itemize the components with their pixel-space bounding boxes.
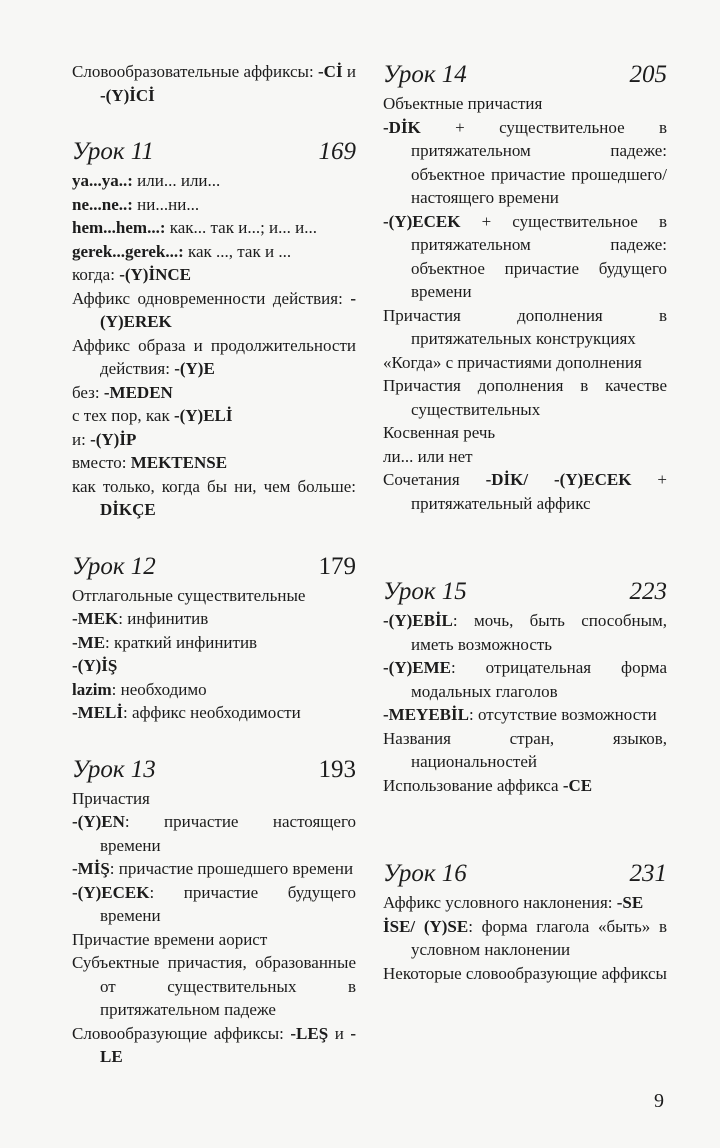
entry-text: Причастие времени аорист <box>72 929 268 949</box>
lesson-11 <box>72 137 356 522</box>
entry-text: Использование аффикса <box>383 775 563 795</box>
lesson-14 <box>383 60 667 515</box>
toc-entry <box>72 193 356 217</box>
toc-entry <box>383 92 667 116</box>
affix-term: -MELİ <box>72 703 123 722</box>
toc-entry <box>72 169 356 193</box>
toc-entry <box>72 240 356 264</box>
right-column <box>383 60 667 1001</box>
entry-text: и <box>328 1023 351 1043</box>
affix-term: İSE/ (Y)SE <box>383 916 469 936</box>
entry-text: + существительное в притяжательном падеже: объектное причастие будущего времени <box>411 211 667 301</box>
lesson-15 <box>383 577 667 797</box>
entry-text: без: <box>72 382 104 402</box>
entry-text: : причастие будущего времени <box>100 882 356 925</box>
affix-term: DİKÇE <box>100 500 156 519</box>
affix-term: -MEYEBİL <box>383 705 469 724</box>
affix-term: -(Y)EN <box>72 812 125 831</box>
entry-text: : краткий инфинитив <box>105 632 258 652</box>
entry-text: как... так и...; и... и... <box>165 218 317 237</box>
entry-text: + притяжательный аффикс <box>411 470 667 513</box>
entry-text: : мочь, быть способным, иметь возможность <box>411 611 667 654</box>
toc-entry <box>72 216 356 240</box>
affix-term: -(Y)EBİL <box>383 611 453 630</box>
lesson-title: Урок 11 <box>72 138 154 165</box>
toc-entry <box>72 631 356 655</box>
entry-text: Словообразующие аффиксы: <box>72 1023 291 1043</box>
toc-entry <box>72 928 356 952</box>
lesson-title: Урок 12 <box>72 552 156 580</box>
lesson-page-number: 205 <box>629 61 667 88</box>
lesson-title: Урок 15 <box>383 578 467 605</box>
lesson-16 <box>383 859 667 985</box>
entry-text: Объектные причастия <box>383 94 543 113</box>
toc-entry <box>383 727 667 774</box>
affix-term: ne...ne..: <box>72 194 133 214</box>
affix-term: hem...hem...: <box>72 218 166 237</box>
affix-term: -(Y)EME <box>383 658 451 677</box>
toc-entry <box>72 951 356 1022</box>
toc-entry <box>383 891 667 915</box>
affix-term: -(Y)İŞ <box>72 656 118 675</box>
entry-text: и: <box>72 429 91 449</box>
lesson-heading <box>72 552 356 582</box>
affix-term: -(Y)EREK <box>100 288 356 331</box>
lesson-heading <box>383 60 667 90</box>
affix-term: lazim <box>72 679 112 699</box>
lesson-13 <box>72 755 356 1069</box>
entry-text: Словообразовательные аффиксы: <box>72 62 318 81</box>
toc-entry <box>383 445 667 469</box>
entry-text: : необходимо <box>111 679 207 699</box>
entry-text: Некоторые словообразующие аффиксы <box>383 963 667 983</box>
toc-entry <box>383 351 667 375</box>
entry-text: ни...ни... <box>132 194 200 214</box>
page-number: 9 <box>654 1090 664 1112</box>
entry-text: Названия стран, языков, национальностей <box>383 728 667 771</box>
entry-text: : причастие настоящего времени <box>100 812 356 855</box>
toc-entry <box>383 962 667 986</box>
toc-entry <box>383 304 667 351</box>
lesson-page-number: 169 <box>318 138 356 165</box>
lesson-page-number: 193 <box>318 755 356 783</box>
toc-entry <box>72 584 356 608</box>
affix-term: -(Y)ECEK <box>72 882 150 902</box>
affix-term: gerek...gerek...: <box>72 241 184 261</box>
lesson-title: Урок 13 <box>72 755 156 783</box>
entry-text: : причастие прошедшего времени <box>109 859 354 878</box>
lesson-page-number: 179 <box>318 552 356 580</box>
entry-text: Аффикс условного наклонения: <box>383 893 617 912</box>
entry-text: Субъектные причастия, образованные от существительных в притяжательном падеже <box>72 953 356 1019</box>
lesson-heading <box>383 577 667 607</box>
entry-text: : аффикс необходимости <box>123 703 301 722</box>
toc-entry <box>72 787 356 811</box>
affix-term: -MEK <box>72 609 119 628</box>
toc-entry <box>383 703 667 727</box>
affix-term: -ME <box>72 632 106 652</box>
toc-entry <box>72 334 356 381</box>
toc-entry <box>72 607 356 631</box>
lesson-title: Урок 14 <box>383 61 467 88</box>
toc-entry <box>72 1022 356 1069</box>
toc-entry <box>383 656 667 703</box>
entry-text: вместо: <box>72 453 131 472</box>
toc-entry <box>383 915 667 962</box>
toc-entry <box>72 451 356 475</box>
affix-term: -LEŞ <box>290 1023 329 1043</box>
entry-text: ли... или нет <box>383 446 473 466</box>
entry-text: с тех пор, как <box>72 406 174 425</box>
toc-entry <box>383 468 667 515</box>
entry-text: и <box>342 62 356 81</box>
toc-entry <box>383 116 667 210</box>
toc-entry <box>72 857 356 881</box>
toc-entry <box>72 60 356 107</box>
entry-text: как ..., так и ... <box>183 241 292 261</box>
entry-text: «Когда» с причастиями дополнения <box>383 352 642 372</box>
lesson-page-number: 231 <box>629 860 667 887</box>
continued-entries <box>72 60 356 107</box>
toc-entry <box>72 810 356 857</box>
toc-entry <box>383 421 667 445</box>
affix-term: -Cİ <box>318 62 343 81</box>
entry-text: Причастия дополнения в притяжательных конструкциях <box>383 305 667 348</box>
toc-entry <box>383 774 667 798</box>
toc-entry <box>72 263 356 287</box>
toc-entry <box>72 654 356 678</box>
affix-term: -(Y)ECEK <box>383 211 461 231</box>
toc-entry <box>383 609 667 656</box>
toc-entry <box>72 678 356 702</box>
toc-entry <box>72 287 356 334</box>
toc-entry <box>72 428 356 452</box>
affix-term: MEKTENSE <box>130 453 228 472</box>
entry-text: Косвенная речь <box>383 423 496 442</box>
lesson-heading <box>72 755 356 785</box>
affix-term: -(Y)E <box>174 359 215 378</box>
lesson-title: Урок 16 <box>383 860 467 887</box>
affix-term: -CE <box>562 775 593 795</box>
entry-text: как только, когда бы ни, чем больше: <box>72 476 356 496</box>
affix-term: -(Y)İCİ <box>100 85 155 105</box>
left-column <box>72 60 356 1085</box>
lesson-12 <box>72 552 356 725</box>
lesson-page-number: 223 <box>629 578 667 605</box>
toc-entry <box>383 374 667 421</box>
affix-term: -LE <box>100 1023 356 1066</box>
entry-text: Причастия <box>72 788 150 808</box>
affix-term: -DİK/ -(Y)ECEK <box>485 470 632 489</box>
affix-term: -DİK <box>383 117 421 137</box>
affix-term: -(Y)ELİ <box>173 406 233 425</box>
entry-text: : форма глагола «быть» в условном наклонении <box>411 916 667 959</box>
entry-text: : инфинитив <box>118 609 209 628</box>
entry-text: Аффикс одновременности действия: <box>72 288 351 308</box>
affix-term: -(Y)İNCE <box>119 265 191 284</box>
entry-text: : отрицательная форма модальных глаголов <box>411 658 667 701</box>
affix-term: -(Y)İP <box>90 429 137 449</box>
entry-text: Причастия дополнения в качестве существительных <box>383 376 667 419</box>
entry-text: + существительное в притяжательном падеже: объектное причастие прошедшего/ настоящего времени <box>411 117 667 207</box>
toc-entry <box>72 475 356 522</box>
entry-text: когда: <box>72 265 120 284</box>
affix-term: ya...ya..: <box>72 171 133 190</box>
toc-entry <box>72 404 356 428</box>
entry-text: или... или... <box>132 171 221 190</box>
lesson-heading <box>72 137 356 167</box>
lesson-heading <box>383 859 667 889</box>
toc-entry <box>383 210 667 304</box>
affix-term: -SE <box>616 893 644 912</box>
affix-term: -MEDEN <box>103 382 173 402</box>
entry-text: : отсутствие возможности <box>468 705 657 724</box>
entry-text: Отглагольные существительные <box>72 585 306 605</box>
affix-term: -MİŞ <box>72 859 110 878</box>
toc-entry <box>72 701 356 725</box>
entry-text: Сочетания <box>383 470 486 489</box>
toc-entry <box>72 881 356 928</box>
entry-text: Аффикс образа и продолжительности действия: <box>72 335 356 378</box>
toc-entry <box>72 381 356 405</box>
